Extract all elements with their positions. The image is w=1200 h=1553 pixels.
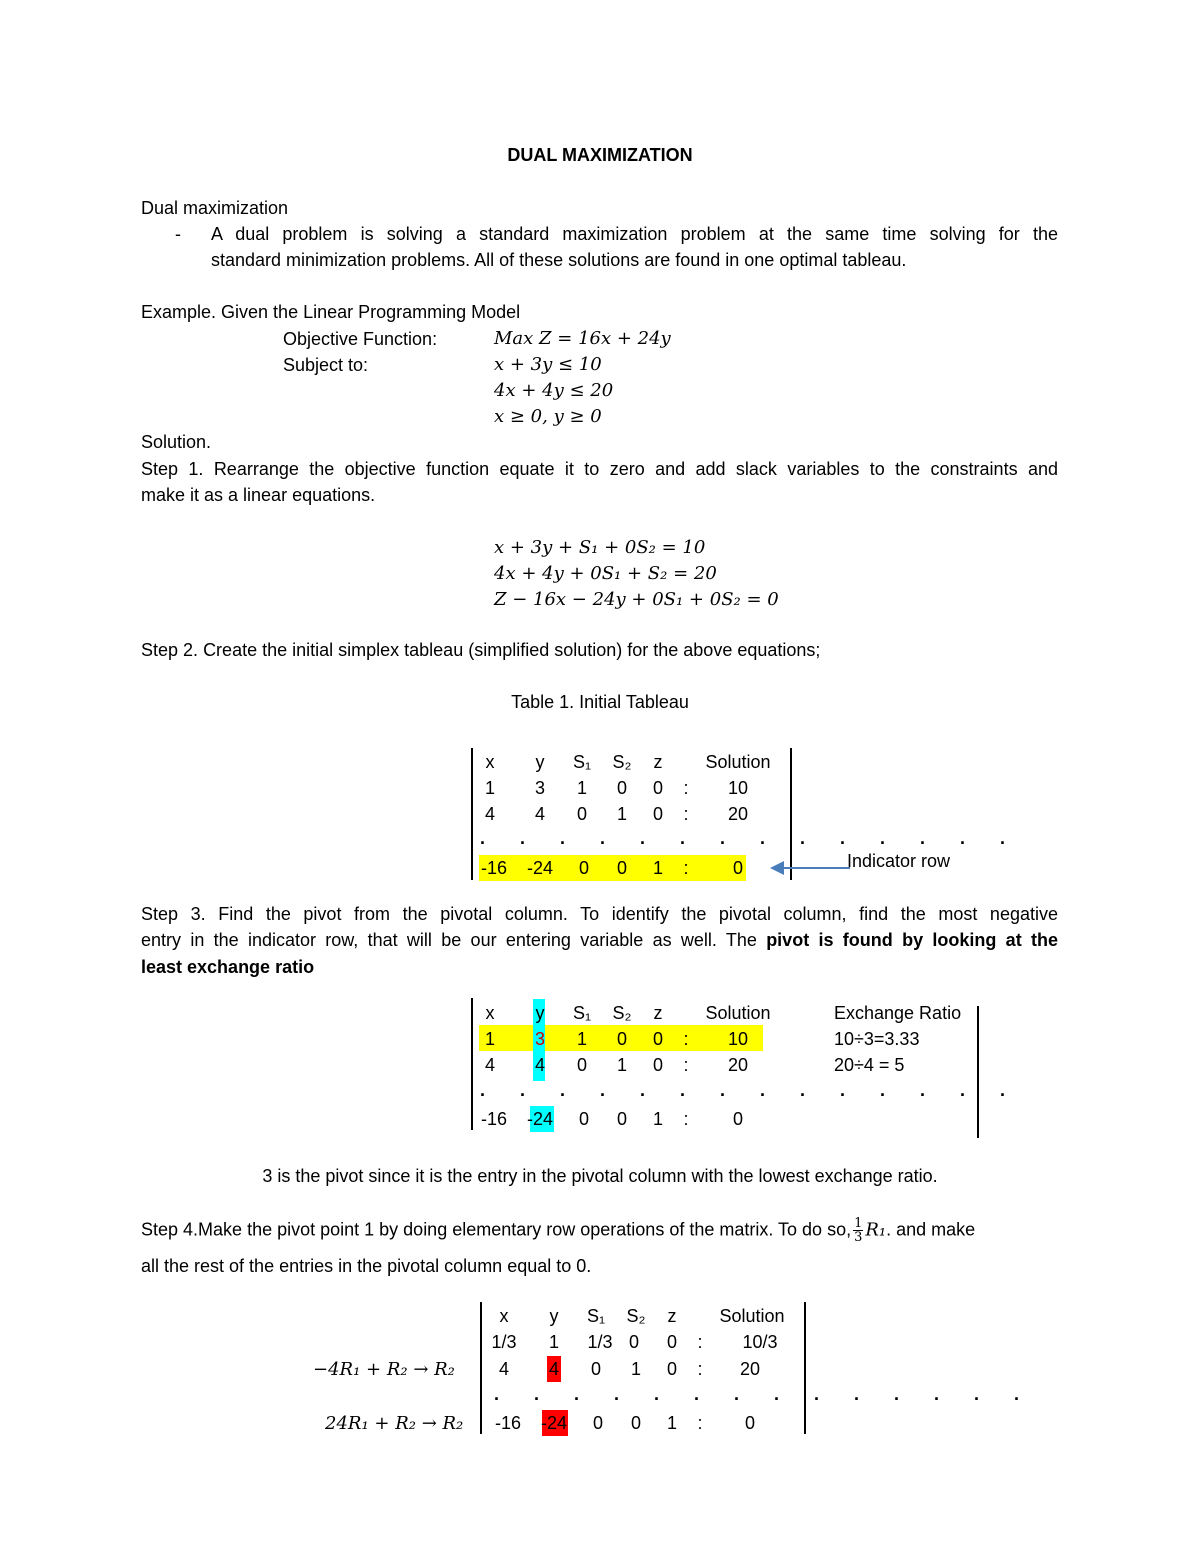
t1-dots: . . . . . . . . . . . . . . xyxy=(480,828,1021,848)
bullet-text-line1: A dual problem is solving a standard maximization problem at the same time solving for the xyxy=(211,224,1058,244)
t3-r3-colon: : xyxy=(697,1413,703,1433)
step4-line1 xyxy=(141,1217,975,1244)
subject-to-label: Subject to: xyxy=(283,355,369,375)
t2-r2-s2: 1 xyxy=(616,1055,627,1075)
t1-r1-s2: 0 xyxy=(616,778,627,798)
t1-r3-x: -16 xyxy=(480,858,507,878)
t3-r1-x: 1/3 xyxy=(491,1332,517,1352)
t3-r1-z: 0 xyxy=(666,1332,677,1352)
t2-r2-x: 4 xyxy=(484,1055,495,1075)
equation-1: x + 3y + S₁ + 0S₂ = 10 xyxy=(494,537,706,558)
t3-header-s2: S₂ xyxy=(626,1306,646,1326)
t1-header-y: y xyxy=(535,752,545,772)
t3-r1-s1: 1/3 xyxy=(587,1332,613,1352)
t2-r2-y: 4 xyxy=(534,1055,545,1075)
t1-r1-y: 3 xyxy=(534,778,545,798)
t2-header-exchange-ratio: Exchange Ratio xyxy=(834,1003,962,1023)
step3-text-bold: pivot is found by looking at the xyxy=(766,930,1058,950)
t2-r2-ratio: 20÷4 = 5 xyxy=(834,1055,905,1075)
table1-caption: Table 1. Initial Tableau xyxy=(511,692,689,712)
step3-line2 xyxy=(141,930,1058,951)
page-title: DUAL MAXIMIZATION xyxy=(507,145,693,165)
step4-label: Step 4. xyxy=(141,1219,199,1240)
step2-line xyxy=(141,640,820,661)
equation-3: Z − 16x − 24y + 0S₁ + 0S₂ = 0 xyxy=(494,589,779,610)
solution-label: Solution. xyxy=(141,432,212,452)
t2-r1-ratio: 10÷3=3.33 xyxy=(834,1029,920,1049)
t1-r1-s1: 1 xyxy=(576,778,587,798)
t1-r2-s1: 0 xyxy=(576,804,587,824)
t1-r3-z: 1 xyxy=(652,858,663,878)
t1-r3-solution: 0 xyxy=(732,858,743,878)
step1-text: Rearrange the objective function equate it to zero and add slack variables to the constraints and xyxy=(213,459,1058,479)
t2-r1-y-pivot: 3 xyxy=(534,1029,545,1049)
t1-r2-x: 4 xyxy=(484,804,495,824)
t3-r2-s1: 0 xyxy=(590,1359,601,1379)
t1-header-solution: Solution xyxy=(705,752,771,772)
t3-r2-s2: 1 xyxy=(630,1359,641,1379)
t2-r1-z: 0 xyxy=(652,1029,663,1049)
step4-fraction xyxy=(853,1217,863,1244)
step4-line2: all the rest of the entries in the pivotal column equal to 0. xyxy=(141,1256,592,1276)
t1-r1-colon: : xyxy=(683,778,689,798)
t2-r3-x: -16 xyxy=(480,1109,507,1129)
t2-r1-x: 1 xyxy=(484,1029,495,1049)
t1-r2-colon: : xyxy=(683,804,689,824)
objective-function: Max Z = 16x + 24y xyxy=(494,328,671,349)
step4-text-tail: . and make xyxy=(886,1219,976,1240)
indicator-row-label: Indicator row xyxy=(847,851,951,871)
indicator-arrow-icon xyxy=(768,858,850,878)
t2-header-y: y xyxy=(535,1003,545,1023)
step4-fraction-denominator: 3 xyxy=(854,1230,863,1245)
objective-label: Objective Function: xyxy=(283,329,438,349)
t2-r1-solution: 10 xyxy=(727,1029,749,1049)
t2-r1-s1: 1 xyxy=(576,1029,587,1049)
intro-heading: Dual maximization xyxy=(141,198,289,218)
t3-r3-s1: 0 xyxy=(592,1413,603,1433)
step3-text-normal: entry in the indicator row, that will be our entering variable as well. The xyxy=(141,930,767,950)
t3-dots: . . . . . . . . . . . . . . xyxy=(494,1384,1035,1404)
t2-r3-colon: : xyxy=(683,1109,689,1129)
t1-r1-z: 0 xyxy=(652,778,663,798)
t2-r2-solution: 20 xyxy=(727,1055,749,1075)
t1-r3-colon: : xyxy=(683,858,689,878)
step3-text: Find the pivot from the pivotal column. To identify the pivotal column, find the most negative xyxy=(218,904,1058,924)
t2-header-x: x xyxy=(485,1003,495,1023)
t1-r2-y: 4 xyxy=(534,804,545,824)
t3-r2-z: 0 xyxy=(666,1359,677,1379)
t1-header-z: z xyxy=(653,752,663,772)
t1-header-s2: S₂ xyxy=(612,752,632,772)
t3-r3-solution: 0 xyxy=(744,1413,755,1433)
t2-r1-s2: 0 xyxy=(616,1029,627,1049)
t1-r1-solution: 10 xyxy=(727,778,749,798)
t1-r1-x: 1 xyxy=(484,778,495,798)
bullet-marker: - xyxy=(175,224,181,244)
t2-r3-z: 1 xyxy=(652,1109,663,1129)
t2-r2-s1: 0 xyxy=(576,1055,587,1075)
t2-header-s1: S₁ xyxy=(572,1003,592,1023)
tableau3-right-border xyxy=(804,1302,806,1434)
step4-text: Make the pivot point 1 by doing elementary row operations of the matrix. To do so, xyxy=(198,1219,852,1240)
tableau1-left-border xyxy=(471,748,473,880)
constraint-2: 4x + 4y ≤ 20 xyxy=(494,380,614,401)
t3-r1-colon: : xyxy=(697,1332,703,1352)
t2-r3-solution: 0 xyxy=(732,1109,743,1129)
step1-line2: make it as a linear equations. xyxy=(141,485,376,505)
step3-line1 xyxy=(141,904,1058,925)
constraint-3: x ≥ 0, y ≥ 0 xyxy=(494,406,602,427)
t2-header-solution: Solution xyxy=(705,1003,771,1023)
t2-r2-colon: : xyxy=(683,1055,689,1075)
step3-label: Step 3. xyxy=(141,904,206,924)
t1-header-x: x xyxy=(485,752,495,772)
t2-r3-s2: 0 xyxy=(616,1109,627,1129)
tableau2-right-border xyxy=(977,1006,979,1138)
t3-r2-solution: 20 xyxy=(739,1359,761,1379)
t2-header-z: z xyxy=(653,1003,663,1023)
t2-dots: . . . . . . . . . . . . . . xyxy=(480,1080,1021,1100)
row-operation-1: −4R₁ + R₂ → R₂ xyxy=(313,1359,455,1380)
t3-header-s1: S₁ xyxy=(586,1306,606,1326)
t1-r3-s2: 0 xyxy=(616,858,627,878)
constraint-1: x + 3y ≤ 10 xyxy=(494,354,602,375)
bullet-text-line2: standard minimization problems. All of these solutions are found in one optimal tableau. xyxy=(211,250,907,270)
equation-2: 4x + 4y + 0S₁ + S₂ = 20 xyxy=(494,563,717,584)
t3-header-solution: Solution xyxy=(719,1306,785,1326)
tableau3-left-border xyxy=(480,1302,482,1434)
t2-header-s2: S₂ xyxy=(612,1003,632,1023)
t3-r1-y: 1 xyxy=(548,1332,559,1352)
t1-r3-s1: 0 xyxy=(578,858,589,878)
step2-label: Step 2. xyxy=(141,640,199,660)
step1-label: Step 1. xyxy=(141,459,204,479)
pivot-statement: 3 is the pivot since it is the entry in the pivotal column with the lowest exchange ratio. xyxy=(262,1166,938,1186)
t1-header-s1: S₁ xyxy=(572,752,592,772)
t3-r2-x: 4 xyxy=(498,1359,509,1379)
t3-r1-solution: 10/3 xyxy=(742,1332,778,1352)
t1-r3-y: -24 xyxy=(526,858,553,878)
step3-line3: least exchange ratio xyxy=(141,957,315,977)
t3-r1-s2: 0 xyxy=(628,1332,639,1352)
example-heading: Example. Given the Linear Programming Model xyxy=(141,302,521,322)
t2-r3-s1: 0 xyxy=(578,1109,589,1129)
row-operation-2: 24R₁ + R₂ → R₂ xyxy=(325,1413,464,1434)
t3-r3-z: 1 xyxy=(666,1413,677,1433)
t2-r1-colon: : xyxy=(683,1029,689,1049)
step4-fraction-variable: R₁ xyxy=(865,1219,887,1241)
t3-header-y: y xyxy=(549,1306,559,1326)
t2-r2-z: 0 xyxy=(652,1055,663,1075)
step1-line1 xyxy=(141,459,1058,480)
t2-r3-y: -24 xyxy=(526,1109,553,1129)
t3-r3-x: -16 xyxy=(494,1413,521,1433)
t3-header-z: z xyxy=(667,1306,677,1326)
t1-r2-z: 0 xyxy=(652,804,663,824)
t1-r2-s2: 1 xyxy=(616,804,627,824)
t1-r2-solution: 20 xyxy=(727,804,749,824)
t3-r3-s2: 0 xyxy=(630,1413,641,1433)
step2-text: Create the initial simplex tableau (simplified solution) for the above equations; xyxy=(203,640,821,660)
step4-fraction-numerator: 1 xyxy=(854,1216,863,1231)
tableau2-left-border xyxy=(471,998,473,1130)
t3-r2-y: 4 xyxy=(548,1359,559,1379)
t3-r3-y: -24 xyxy=(540,1413,567,1433)
t3-header-x: x xyxy=(499,1306,509,1326)
t3-r2-colon: : xyxy=(697,1359,703,1379)
